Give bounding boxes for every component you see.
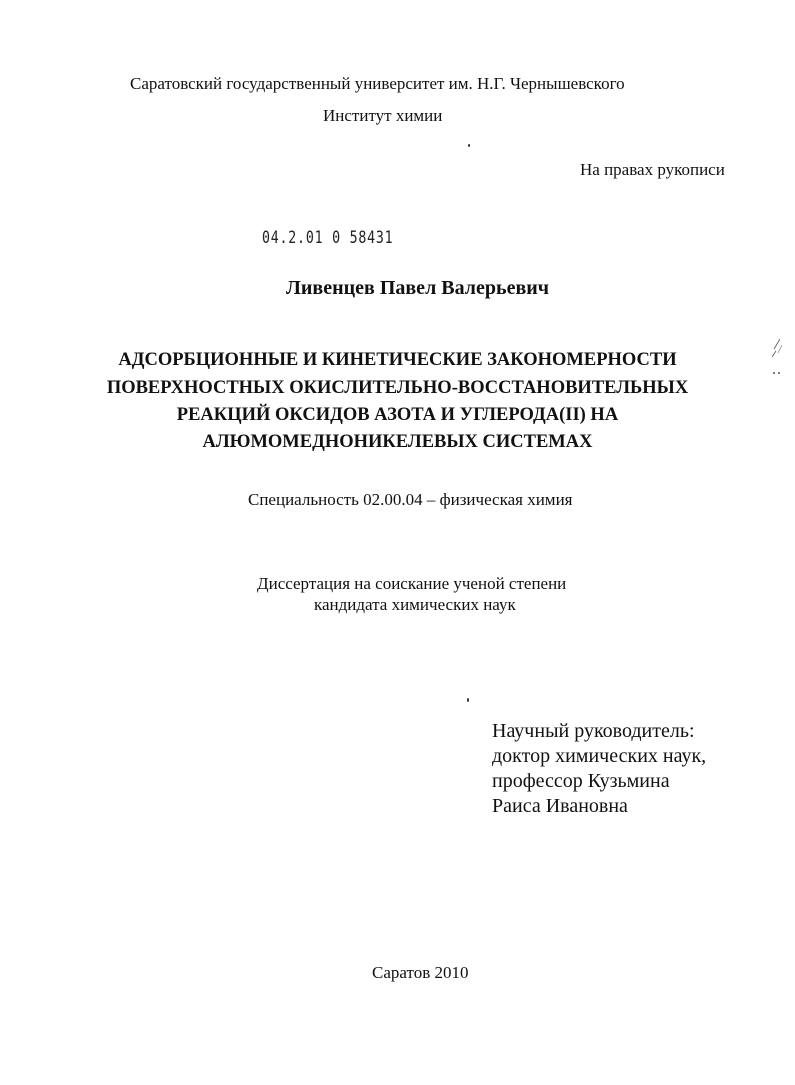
supervisor-degree: доктор химических наук, bbox=[492, 745, 707, 767]
scan-speck bbox=[468, 144, 470, 147]
scan-artifact-marks bbox=[762, 335, 792, 385]
supervisor-heading: Научный руководитель: bbox=[492, 720, 695, 742]
dissertation-degree-line-1: Диссертация на соискание ученой степени bbox=[257, 574, 567, 593]
dissertation-degree-line-2: кандидата химических наук bbox=[314, 595, 516, 614]
specialty: Специальность 02.00.04 – физическая химия bbox=[248, 490, 573, 509]
dissertation-title-line-4: АЛЮМОМЕДНОНИКЕЛЕВЫХ СИСТЕМАХ bbox=[202, 432, 593, 452]
registration-number: 04.2.01 0 58431 bbox=[262, 228, 394, 248]
dissertation-title-line-1: АДСОРБЦИОННЫЕ И КИНЕТИЧЕСКИЕ ЗАКОНОМЕРНОСТИ bbox=[118, 350, 677, 370]
dissertation-title-line-2: ПОВЕРХНОСТНЫХ ОКИСЛИТЕЛЬНО-ВОССТАНОВИТЕЛЬНЫХ bbox=[106, 378, 689, 398]
institute-name: Институт химии bbox=[323, 106, 443, 125]
university-name: Саратовский государственный университет им. Н.Г. Чернышевского bbox=[130, 74, 625, 93]
supervisor-title-surname: профессор Кузьмина bbox=[492, 770, 670, 792]
dissertation-title-line-3: РЕАКЦИЙ ОКСИДОВ АЗОТА И УГЛЕРОДА(II) НА bbox=[176, 405, 619, 425]
city-year: Саратов 2010 bbox=[372, 963, 469, 982]
supervisor-given-names: Раиса Ивановна bbox=[492, 795, 628, 817]
author-name: Ливенцев Павел Валерьевич bbox=[286, 277, 550, 299]
rights-note: На правах рукописи bbox=[580, 160, 725, 179]
scan-speck bbox=[467, 698, 469, 702]
